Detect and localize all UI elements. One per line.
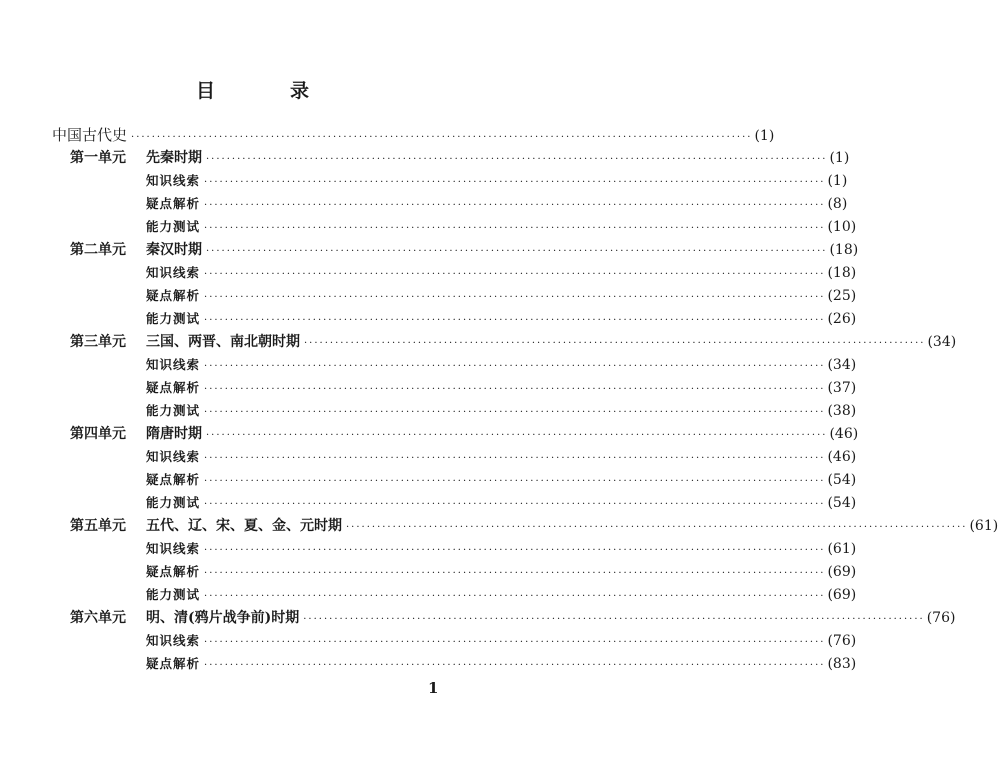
toc-entry-page: (37) [827, 380, 857, 396]
toc-entry-page: (10) [827, 219, 857, 235]
toc-entry-label: 隋唐时期 [146, 426, 202, 442]
toc-entry-label: 中国古代史 [52, 126, 128, 144]
toc-entry-page: (61) [827, 541, 857, 557]
toc-entry-page: (76) [926, 610, 956, 626]
dot-leader: ························································································································ [204, 223, 826, 234]
toc-entry-sub [146, 377, 857, 399]
toc-entry-sub [146, 446, 857, 468]
dot-leader: ························································································································ [204, 476, 826, 487]
toc-entry-label: 知识线索 [146, 265, 201, 280]
unit-number: 第六单元 [70, 610, 126, 626]
toc-entry-sub [146, 469, 857, 491]
toc-entry-page: (46) [827, 449, 857, 465]
toc-entry-label: 能力测试 [146, 219, 201, 234]
dot-leader: ························································································································ [204, 499, 826, 510]
dot-leader: ························································································································ [204, 361, 826, 372]
toc-entry-sub [146, 216, 857, 238]
dot-leader: ························································································································ [204, 637, 826, 648]
toc-entry-page: (18) [827, 265, 857, 281]
toc-entry-sub [146, 170, 848, 192]
toc-entry-label: 疑点解析 [146, 380, 201, 395]
dot-leader: ························································································································ [204, 177, 826, 188]
toc-entry-label: 能力测试 [146, 587, 201, 602]
page-number: 1 [428, 679, 439, 697]
toc-entry-top [52, 124, 775, 146]
toc-entry-sub [146, 354, 857, 376]
dot-leader: ························································································································ [204, 591, 826, 602]
toc-entry-page: (18) [829, 242, 859, 258]
toc-entry-page: (61) [969, 518, 998, 534]
toc-entry-page: (76) [827, 633, 857, 649]
toc-entry-label: 疑点解析 [146, 564, 201, 579]
toc-entry-label: 知识线索 [146, 173, 201, 188]
toc-entry-label: 三国、两晋、南北朝时期 [146, 334, 300, 350]
toc-entry-sub [146, 630, 857, 652]
toc-entry-unit [70, 147, 850, 169]
toc-entry-page: (1) [829, 150, 850, 166]
toc-entry-label: 秦汉时期 [146, 242, 202, 258]
toc-entry-label: 能力测试 [146, 311, 201, 326]
toc-entry-page: (54) [827, 472, 857, 488]
toc-entry-label: 五代、辽、宋、夏、金、元时期 [146, 518, 342, 534]
toc-entry-sub [146, 262, 857, 284]
toc-entry-sub [146, 400, 857, 422]
toc-entry-unit [70, 423, 859, 445]
toc-entry-label: 疑点解析 [146, 656, 201, 671]
toc-entry-label: 明、清(鸦片战争前)时期 [146, 610, 300, 626]
toc-entry-unit [70, 239, 859, 261]
unit-number: 第二单元 [70, 242, 126, 258]
toc-entry-label: 先秦时期 [146, 150, 202, 166]
toc-entry-sub [146, 653, 857, 675]
dot-leader: ························································································································ [204, 568, 826, 579]
dot-leader: ························································································································ [206, 154, 828, 165]
dot-leader: ························································································································ [204, 315, 826, 326]
toc-title: 目 录 [195, 80, 337, 102]
toc-entry-label: 知识线索 [146, 357, 201, 372]
toc-entry-page: (69) [827, 587, 857, 603]
toc-entry-sub [146, 308, 857, 330]
unit-number: 第五单元 [70, 518, 126, 534]
dot-leader: ························································································································ [204, 200, 826, 211]
dot-leader: ························································································································ [204, 453, 826, 464]
dot-leader: ························································································································ [204, 292, 826, 303]
unit-number: 第三单元 [70, 334, 126, 350]
dot-leader: ························································································································ [204, 660, 826, 671]
toc-entry-label: 知识线索 [146, 449, 201, 464]
dot-leader: ························································································································ [303, 614, 925, 625]
toc-entry-label: 知识线索 [146, 633, 201, 648]
dot-leader: ························································································································ [206, 246, 828, 257]
toc-entry-label: 能力测试 [146, 403, 201, 418]
toc-entry-page: (54) [827, 495, 857, 511]
toc-entry-sub [146, 193, 848, 215]
toc-entry-page: (46) [829, 426, 859, 442]
dot-leader: ························································································································ [204, 545, 826, 556]
toc-entry-page: (26) [827, 311, 857, 327]
toc-entry-sub [146, 538, 857, 560]
dot-leader: ························································································································ [346, 522, 968, 533]
toc-entry-label: 知识线索 [146, 541, 201, 556]
dot-leader: ························································································································ [304, 338, 926, 349]
toc-entry-page: (69) [827, 564, 857, 580]
dot-leader: ························································································································ [204, 407, 826, 418]
dot-leader: ························································································································ [204, 384, 826, 395]
dot-leader: ························································································································ [206, 430, 828, 441]
toc-entry-sub [146, 584, 857, 606]
toc-entry-page: (1) [827, 173, 848, 189]
toc-entry-label: 疑点解析 [146, 472, 201, 487]
toc-entry-unit [70, 515, 998, 537]
toc-entry-sub [146, 492, 857, 514]
toc-entry-unit [70, 607, 956, 629]
unit-number: 第四单元 [70, 426, 126, 442]
toc-entry-sub [146, 561, 857, 583]
toc-entry-page: (38) [827, 403, 857, 419]
toc-entry-page: (83) [827, 656, 857, 672]
toc-entry-page: (34) [927, 334, 957, 350]
toc-entry-label: 能力测试 [146, 495, 201, 510]
toc-entry-page: (1) [754, 128, 775, 144]
toc-entry-sub [146, 285, 857, 307]
toc-entry-page: (34) [827, 357, 857, 373]
toc-entry-unit [70, 331, 957, 353]
toc-entry-label: 疑点解析 [146, 288, 201, 303]
toc-entry-label: 疑点解析 [146, 196, 201, 211]
toc-entry-page: (8) [827, 196, 848, 212]
dot-leader: ························································································································ [131, 132, 753, 143]
unit-number: 第一单元 [70, 150, 126, 166]
toc-entry-page: (25) [827, 288, 857, 304]
dot-leader: ························································································································ [204, 269, 826, 280]
